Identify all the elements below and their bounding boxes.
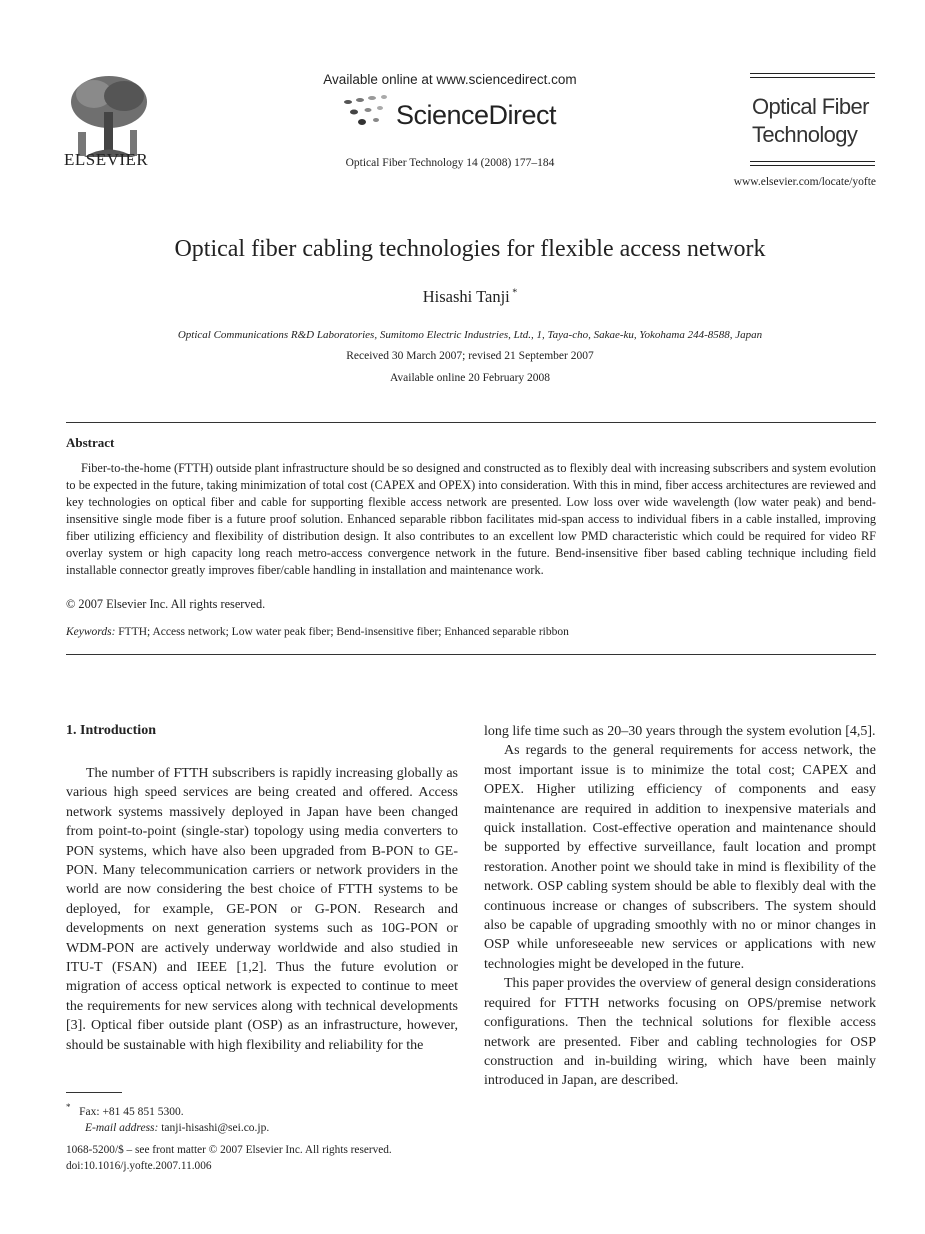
keywords-label: Keywords: xyxy=(66,626,116,638)
available-online-text: Available online at www.sciencedirect.com xyxy=(323,72,577,87)
journal-rule-bottom xyxy=(750,161,875,162)
intro-paragraph-3: This paper provides the overview of general design considerations required for FTTH networks focusing on OPS/premise network configurations. Then the technical solutions for flexible access network are presented. Fiber and cabling technologies for OSP construction and in-building wiring, which have been mainly introduced in Japan, are described. xyxy=(484,976,876,1089)
author-line xyxy=(0,287,925,307)
footnote-fax-line xyxy=(66,1099,269,1120)
received-dates: Received 30 March 2007; revised 21 September 2007 xyxy=(346,350,594,362)
footnote-fax: Fax: +81 45 851 5300. xyxy=(79,1105,184,1118)
journal-rule-top-2 xyxy=(750,77,875,78)
article-title: Optical fiber cabling technologies for flexible access network xyxy=(174,236,766,262)
author-footnote-mark: * xyxy=(509,287,518,299)
sciencedirect-dots-icon xyxy=(340,92,400,132)
elsevier-wordmark: ELSEVIER xyxy=(64,150,149,169)
footnote-rule xyxy=(66,1092,122,1093)
journal-name-line2: Technology xyxy=(752,122,858,147)
abstract-rule-top xyxy=(66,422,876,423)
author-footnote xyxy=(66,1099,269,1136)
journal-rule-bottom-2 xyxy=(750,165,875,166)
footnote-email-label: E-mail address: xyxy=(85,1121,159,1134)
journal-name xyxy=(752,93,869,149)
doi-line: doi:10.1016/j.yofte.2007.11.006 xyxy=(66,1160,212,1172)
keywords-list: FTTH; Access network; Low water peak fiber; Bend-insensitive fiber; Enhanced separable ribbon xyxy=(115,626,569,638)
abstract-heading: Abstract xyxy=(66,435,115,450)
keywords xyxy=(66,626,569,638)
abstract-copyright: © 2007 Elsevier Inc. All rights reserved. xyxy=(66,597,266,611)
abstract-rule-bottom xyxy=(66,654,876,655)
issn-line: 1068-5200/$ – see front matter © 2007 Elsevier Inc. All rights reserved. xyxy=(66,1144,392,1156)
affiliation: Optical Communications R&D Laboratories, Sumitomo Electric Industries, Ltd., 1, Taya-cho, Sakae-ku, Yokohama 244-8588, Japan xyxy=(177,329,763,341)
front-matter xyxy=(66,1142,392,1174)
section-heading-introduction: 1. Introduction xyxy=(66,723,156,738)
sciencedirect-wordmark: ScienceDirect xyxy=(396,100,557,130)
footnote-email: tanji-hisashi@sei.co.jp. xyxy=(158,1121,270,1134)
elsevier-tree-logo-icon xyxy=(64,72,154,162)
journal-name-line1: Optical Fiber xyxy=(752,94,869,119)
body-column-left xyxy=(66,764,458,1055)
intro-paragraph-1-continued: long life time such as 20–30 years through the system evolution [4,5]. xyxy=(484,724,876,739)
journal-rule-top xyxy=(750,73,875,74)
intro-paragraph-2: As regards to the general requirements for access network, the most important issue is to minimize the total cost; CAPEX and OPEX. Higher utilizing efficiency of components and easy maintenance are required in addition to inexpensive materials and quick installation. Cost-effective operation and maintenance should be supported by effective surveillance, fault location and prompt restoration. Another point we should take in mind is flexibility of the network. OSP cabling system should be able to flexibly deal with the continuous increase or changes of subscribers. The system should also be capable of upgrading smoothly with no or minor changes in OSP while unforeseeable new services or applications with new technologies might be developed in the future. xyxy=(484,743,876,972)
intro-paragraph-1: The number of FTTH subscribers is rapidly increasing globally as various high speed services are being created and offered. Access network systems massively deployed in Japan have been changed from point-to-point (single-star) topology using media converters to PON systems, which have also been upgraded from B-PON to GE-PON. Many telecommunication carriers or network providers in the world are now considering the best choice of FTTH systems to be deployed, for example, GE-PON or G-PON. Research and developments on next generation systems such as 10G-PON or WDM-PON are actively underway worldwide and also studied in ITU-T (FSAN) and IEEE [1,2]. Thus the future evolution or migration of access optical network is expected to continue to meet the requirements for new services along with technical developments [3]. Optical fiber outside plant (OSP) as an infrastructure, however, should be sustainable with high flexibility and reliability for the xyxy=(66,766,458,1053)
available-date: Available online 20 February 2008 xyxy=(389,372,551,384)
journal-citation: Optical Fiber Technology 14 (2008) 177–184 xyxy=(345,157,555,169)
author-name: Hisashi Tanji xyxy=(422,287,510,306)
footnote-email-line xyxy=(66,1120,269,1136)
abstract-text: Fiber-to-the-home (FTTH) outside plant infrastructure should be so designed and constructed as to flexibly deal with increasing subscribers and system evolution to be expected in the future, taking minimization of total cost (CAPEX and OPEX) into consideration. With this in mind, fiber access architectures are reviewed and key technologies on optical fiber and cable for supporting flexible access network are presented. Low loss over wide wavelength (low water peak) and bend-insensitive single mode fiber is a future proof solution. Enhanced separable ribbon facilitates mid-span access to individual fibers in a cable installed, improving fiber utilizing efficiency and flexibility of distribution design. It also contributes to an excellent low PMD characteristic which could be required for video RF overlay system or high capacity long reach metro-access convergence network in the future. Bend-insensitive fiber based cabling technique including field installable connector greatly improves fiber/cable handling in installation and maintenance work. xyxy=(66,461,876,577)
body-column-right xyxy=(484,722,876,1091)
footnote-mark: * xyxy=(66,1102,71,1112)
journal-url: www.elsevier.com/locate/yofte xyxy=(733,176,876,188)
